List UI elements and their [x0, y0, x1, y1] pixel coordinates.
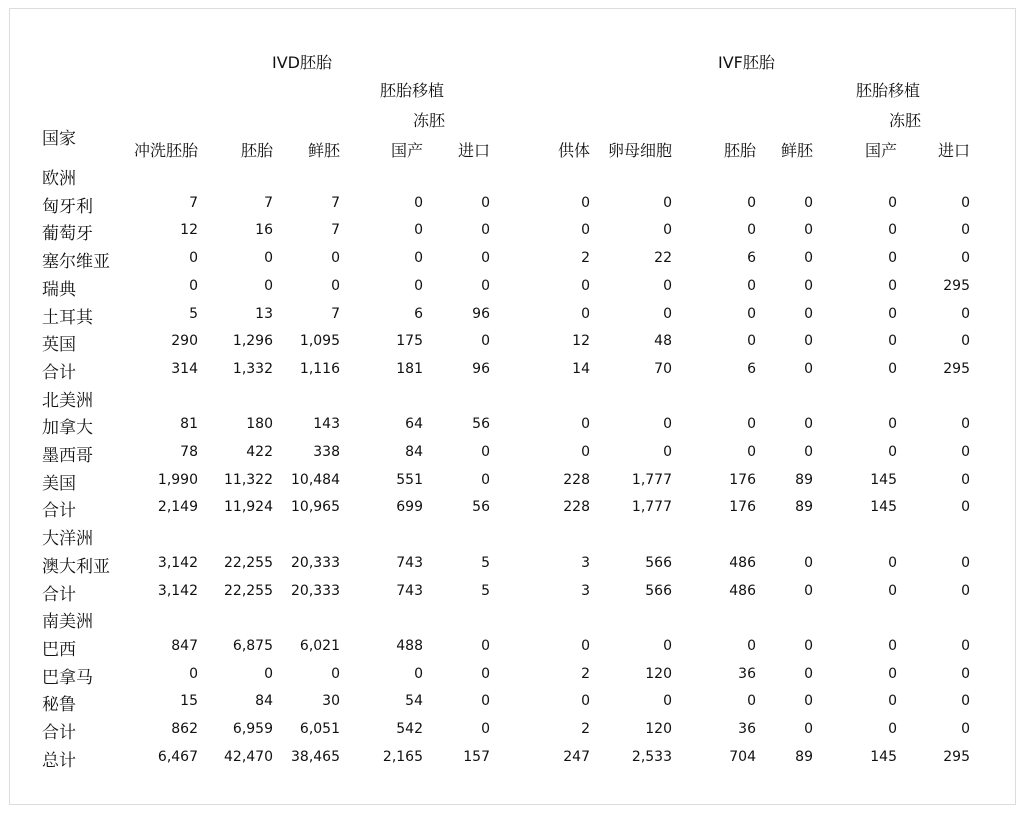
table-cell: 1,777 [631, 499, 672, 516]
table-cell: 7 [264, 194, 273, 211]
table-cell: 1,095 [299, 333, 340, 350]
table-cell: 0 [961, 471, 970, 488]
table-cell: 1,990 [157, 471, 198, 488]
table-cell: 2 [581, 250, 590, 267]
table-cell: 16 [255, 222, 273, 239]
table-cell: 22,255 [224, 554, 273, 571]
table-cell: 42,470 [224, 748, 273, 765]
table-cell: 0 [961, 721, 970, 737]
table-cell: 0 [414, 250, 423, 267]
table-cell: 0 [888, 416, 897, 433]
column-header: 鲜胚 [307, 141, 340, 160]
table-cell: 157 [463, 748, 490, 765]
table-cell: 12 [572, 333, 590, 350]
table-cell: 0 [888, 333, 897, 350]
table-cell: 0 [481, 333, 490, 350]
table-cell: 704 [729, 748, 756, 765]
table-cell: 566 [645, 554, 672, 571]
table-cell: 64 [405, 416, 423, 433]
table-cell: 0 [331, 665, 340, 682]
table-cell: 89 [795, 748, 813, 765]
table-cell: 84 [255, 693, 273, 710]
table-cell: 0 [961, 250, 970, 267]
table-cell: 120 [645, 665, 672, 682]
table-cell: 2 [581, 721, 590, 737]
table-cell: 314 [171, 360, 198, 377]
table-cell: 11,924 [224, 499, 273, 516]
row-label: 总计 [42, 750, 76, 771]
table-cell: 486 [729, 554, 756, 571]
table-cell: 22 [654, 250, 672, 267]
table-cell: 0 [804, 444, 813, 460]
table-cell: 13 [255, 305, 273, 322]
table-cell: 7 [331, 194, 340, 211]
table-cell: 11,322 [224, 471, 273, 488]
table-cell: 0 [804, 333, 813, 350]
row-label: 秘鲁 [42, 695, 76, 716]
table-cell: 0 [663, 637, 672, 654]
table-cell: 10,965 [291, 499, 340, 516]
table-cell: 7 [331, 305, 340, 322]
table-cell: 20,333 [291, 554, 340, 571]
table-cell: 176 [729, 471, 756, 488]
table-cell: 0 [747, 194, 756, 211]
table-cell: 20,333 [291, 582, 340, 599]
table-cell: 15 [180, 693, 198, 710]
table-cell: 422 [246, 444, 273, 460]
table-cell: 6 [414, 305, 423, 322]
table-cell: 0 [961, 582, 970, 599]
table-cell: 542 [396, 721, 423, 737]
ivd-transfer-label: 胚胎移植 [380, 81, 445, 100]
table-cell: 0 [804, 277, 813, 294]
table-cell: 22,255 [224, 582, 273, 599]
table-cell: 3 [581, 582, 590, 599]
table-cell: 0 [663, 222, 672, 239]
table-cell: 6 [747, 360, 756, 377]
table-cell: 6,051 [299, 721, 340, 737]
table-cell: 0 [581, 444, 590, 460]
row-label: 合计 [42, 501, 76, 522]
table-cell: 2,533 [631, 748, 672, 765]
column-header: 胚胎 [723, 141, 756, 160]
ivf-section-title: IVF胚胎 [718, 53, 775, 72]
table-cell: 0 [747, 305, 756, 322]
table-cell: 38,465 [291, 748, 340, 765]
table-cell: 0 [331, 250, 340, 267]
table-cell: 0 [888, 194, 897, 211]
table-cell: 743 [396, 554, 423, 571]
table-cell: 0 [804, 637, 813, 654]
table-cell: 0 [481, 222, 490, 239]
table-cell: 0 [581, 305, 590, 322]
table-cell: 0 [264, 665, 273, 682]
ivf-frozen-label: 冻胚 [889, 111, 922, 130]
table-cell: 176 [729, 499, 756, 516]
table-cell: 0 [888, 693, 897, 710]
row-label: 英国 [42, 335, 76, 356]
table-cell: 6,021 [299, 637, 340, 654]
table-cell: 0 [481, 665, 490, 682]
table-cell: 0 [804, 582, 813, 599]
table-cell: 2,165 [382, 748, 423, 765]
row-label: 巴西 [42, 639, 76, 660]
table-cell: 1,296 [232, 333, 273, 350]
table-cell: 0 [747, 693, 756, 710]
table-cell: 0 [581, 222, 590, 239]
table-cell: 847 [171, 637, 198, 654]
table-cell: 0 [663, 416, 672, 433]
table-cell: 0 [581, 693, 590, 710]
table-cell: 89 [795, 471, 813, 488]
column-header: 国产 [864, 141, 897, 160]
table-cell: 2,149 [157, 499, 198, 516]
table-cell: 0 [264, 277, 273, 294]
region-label: 南美洲 [42, 612, 93, 633]
table-cell: 0 [414, 665, 423, 682]
table-cell: 81 [180, 416, 198, 433]
column-header: 卵母细胞 [607, 141, 672, 160]
table-cell: 0 [189, 277, 198, 294]
table-cell: 30 [322, 693, 340, 710]
table-cell: 0 [663, 194, 672, 211]
table-cell: 0 [961, 665, 970, 682]
table-cell: 0 [888, 277, 897, 294]
table-cell: 0 [663, 277, 672, 294]
ivd-frozen-label: 冻胚 [413, 111, 446, 130]
table-cell: 551 [396, 471, 423, 488]
table-cell: 0 [481, 693, 490, 710]
region-label: 大洋洲 [42, 529, 93, 550]
table-cell: 0 [888, 250, 897, 267]
table-cell: 7 [189, 194, 198, 211]
column-header: 国产 [390, 141, 423, 160]
table-cell: 54 [405, 693, 423, 710]
table-cell: 0 [264, 250, 273, 267]
table-cell: 0 [888, 582, 897, 599]
table-cell: 0 [747, 277, 756, 294]
table-cell: 0 [961, 222, 970, 239]
table-cell: 0 [481, 444, 490, 460]
table-cell: 84 [405, 444, 423, 460]
region-label: 欧洲 [42, 169, 76, 189]
table-cell: 143 [313, 416, 340, 433]
table-cell: 0 [747, 444, 756, 460]
table-cell: 0 [961, 637, 970, 654]
column-header: 冲洗胚胎 [133, 141, 198, 160]
table-cell: 566 [645, 582, 672, 599]
table-cell: 0 [961, 194, 970, 211]
table-cell: 1,116 [299, 360, 340, 377]
table-cell: 6,959 [232, 721, 273, 737]
table-cell: 0 [481, 250, 490, 267]
table-cell: 0 [414, 222, 423, 239]
row-label: 墨西哥 [42, 446, 93, 466]
table-cell: 145 [870, 748, 897, 765]
table-cell: 486 [729, 582, 756, 599]
table-cell: 699 [396, 499, 423, 516]
table-cell: 295 [943, 748, 970, 765]
table-cell: 0 [663, 693, 672, 710]
table-cell: 70 [654, 360, 672, 377]
table-cell: 0 [804, 194, 813, 211]
table-cell: 0 [961, 554, 970, 571]
country-column-header: 国家 [42, 129, 76, 149]
column-header: 鲜胚 [780, 141, 813, 160]
column-header: 胚胎 [240, 141, 273, 160]
row-label: 瑞典 [42, 279, 76, 300]
table-cell: 0 [481, 471, 490, 488]
table-cell: 145 [870, 499, 897, 516]
table-cell: 0 [888, 554, 897, 571]
table-cell: 7 [331, 222, 340, 239]
row-label: 葡萄牙 [42, 224, 93, 245]
table-cell: 3,142 [157, 582, 198, 599]
table-cell: 0 [961, 499, 970, 516]
row-label: 匈牙利 [42, 196, 93, 217]
table-cell: 175 [396, 333, 423, 350]
table-cell: 290 [171, 333, 198, 350]
table-cell: 0 [481, 721, 490, 737]
table-cell: 0 [888, 444, 897, 460]
table-cell: 6,467 [157, 748, 198, 765]
table-cell: 862 [171, 721, 198, 737]
row-label: 土耳其 [42, 307, 93, 328]
table-cell: 0 [961, 416, 970, 433]
table-cell: 228 [563, 471, 590, 488]
table-cell: 0 [888, 721, 897, 737]
table-cell: 0 [747, 222, 756, 239]
table-cell: 0 [888, 360, 897, 377]
table-cell: 0 [481, 194, 490, 211]
table-cell: 0 [961, 305, 970, 322]
table-cell: 0 [961, 333, 970, 350]
table-cell: 228 [563, 499, 590, 516]
ivd-section-title: IVD胚胎 [272, 53, 332, 72]
table-cell: 0 [663, 444, 672, 460]
table-cell: 0 [804, 554, 813, 571]
table-cell: 0 [481, 277, 490, 294]
table-cell: 89 [795, 499, 813, 516]
table-cell: 1,332 [232, 360, 273, 377]
table-cell: 96 [472, 305, 490, 322]
table-cell: 0 [888, 637, 897, 654]
table-cell: 0 [747, 333, 756, 350]
table-cell: 247 [563, 748, 590, 765]
table-cell: 0 [481, 637, 490, 654]
table-cell: 1,777 [631, 471, 672, 488]
table-cell: 6,875 [232, 637, 273, 654]
table-cell: 0 [804, 360, 813, 377]
table-cell: 743 [396, 582, 423, 599]
row-label: 巴拿马 [42, 667, 93, 688]
table-cell: 0 [581, 416, 590, 433]
table-cell: 0 [804, 721, 813, 737]
table-cell: 488 [396, 637, 423, 654]
table-cell: 48 [654, 333, 672, 350]
ivf-transfer-label: 胚胎移植 [856, 81, 921, 100]
table-cell: 0 [804, 416, 813, 433]
row-label: 美国 [42, 473, 76, 494]
table-cell: 338 [313, 444, 340, 460]
table-cell: 56 [472, 416, 490, 433]
table-cell: 0 [581, 637, 590, 654]
table-cell: 36 [738, 721, 756, 737]
table-cell: 0 [888, 222, 897, 239]
table-cell: 0 [747, 637, 756, 654]
column-header: 进口 [457, 141, 490, 160]
table-cell: 10,484 [291, 471, 340, 488]
table-cell: 120 [645, 721, 672, 737]
table-cell: 0 [663, 305, 672, 322]
table-cell: 96 [472, 360, 490, 377]
table-cell: 12 [180, 222, 198, 239]
table-cell: 56 [472, 499, 490, 516]
column-header: 进口 [937, 141, 970, 160]
table-cell: 5 [481, 582, 490, 599]
row-label: 合计 [42, 584, 76, 605]
table-cell: 0 [888, 665, 897, 682]
table-cell: 0 [888, 305, 897, 322]
table-cell: 5 [189, 305, 198, 322]
table-cell: 3 [581, 554, 590, 571]
table-cell: 36 [738, 665, 756, 682]
table-cell: 3,142 [157, 554, 198, 571]
table-cell: 181 [396, 360, 423, 377]
table-cell: 295 [943, 277, 970, 294]
table-cell: 6 [747, 250, 756, 267]
table-cell: 5 [481, 554, 490, 571]
table-cell: 295 [943, 360, 970, 377]
region-label: 北美洲 [42, 390, 93, 411]
table-cell: 0 [804, 693, 813, 710]
row-label: 塞尔维亚 [42, 252, 110, 273]
row-label: 加拿大 [42, 418, 93, 439]
table-cell: 0 [961, 444, 970, 460]
table-cell: 0 [414, 194, 423, 211]
table-cell: 0 [581, 194, 590, 211]
table-cell: 145 [870, 471, 897, 488]
table-cell: 0 [804, 250, 813, 267]
table-cell: 0 [189, 665, 198, 682]
row-label: 合计 [42, 362, 76, 383]
table-cell: 0 [961, 693, 970, 710]
table-cell: 0 [804, 665, 813, 682]
table-cell: 14 [572, 360, 590, 377]
row-label: 合计 [42, 723, 76, 743]
table-cell: 0 [331, 277, 340, 294]
table-cell: 78 [180, 444, 198, 460]
table-cell: 2 [581, 665, 590, 682]
table-cell: 0 [414, 277, 423, 294]
table-cell: 180 [246, 416, 273, 433]
table-cell: 0 [804, 222, 813, 239]
column-header: 供体 [557, 141, 590, 160]
row-label: 澳大利亚 [42, 556, 110, 577]
table-cell: 0 [581, 277, 590, 294]
table-cell: 0 [189, 250, 198, 267]
table-cell: 0 [804, 305, 813, 322]
table-cell: 0 [747, 416, 756, 433]
